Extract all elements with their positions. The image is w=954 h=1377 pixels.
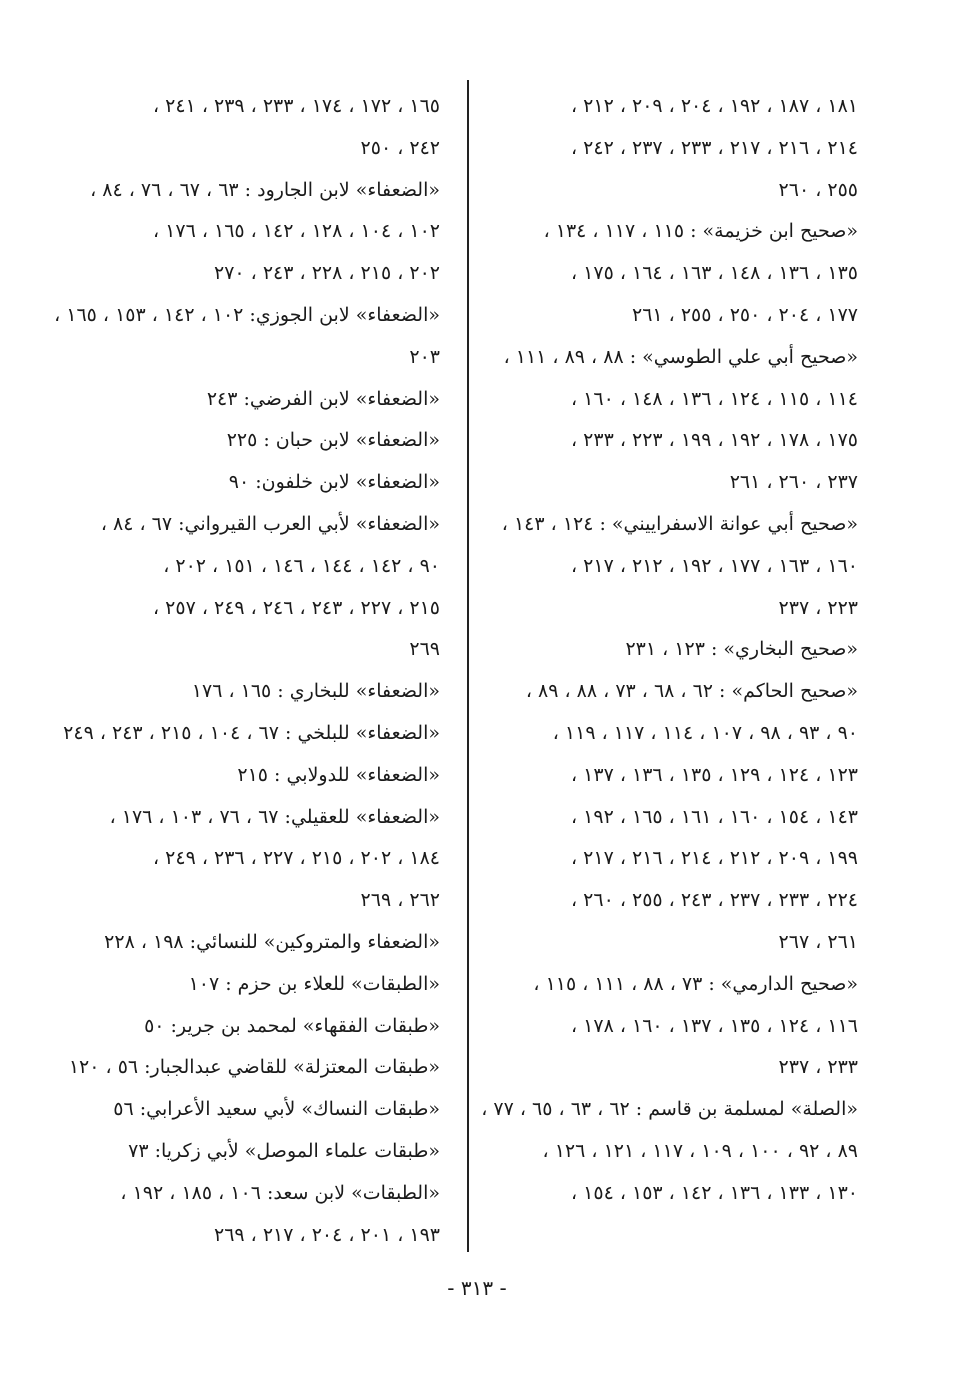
index-line: ١١٤ ، ١١٥ ، ١٢٤ ، ١٣٦ ، ١٤٨ ، ١٦٠ ، [570,387,858,410]
index-line: ٢٣٣ ، ٢٣٧ [778,1056,858,1079]
index-line: ٢١٥ ، ٢٢٧ ، ٢٤٣ ، ٢٤٦ ، ٢٤٩ ، ٢٥٧ ، [152,596,440,619]
index-line: ١٨٤ ، ٢٠٢ ، ٢١٥ ، ٢٢٧ ، ٢٣٦ ، ٢٤٩ ، [152,847,440,870]
index-line: ٢٢٤ ، ٢٣٣ ، ٢٣٧ ، ٢٤٣ ، ٢٥٥ ، ٢٦٠ ، [570,889,858,912]
index-line: ١١٦ ، ١٢٤ ، ١٣٥ ، ١٣٧ ، ١٦٠ ، ١٧٨ ، [570,1014,858,1037]
index-line: ٢٢٣ ، ٢٣٧ [778,596,858,619]
index-line: «الضعفاء» لابن الجوزي: ١٠٢ ، ١٤٢ ، ١٥٣ ، ١٦٥ ، [54,303,440,326]
index-line: ١٨١ ، ١٨٧ ، ١٩٢ ، ٢٠٤ ، ٢٠٩ ، ٢١٢ ، [570,95,858,117]
index-line: «الضعفاء والمتروكين» للنسائي: ١٩٨ ، ٢٢٨ [104,930,440,953]
index-line: «الضعفاء» لابن خلفون: ٩٠ [228,471,440,494]
index-line: «الضعفاء» للدولابي : ٢١٥ [237,763,440,786]
index-line: «طبقات النساك» لأبي سعيد الأعرابي: ٥٦ [113,1098,440,1121]
index-line: «الضعفاء» لأبي العرب القيرواني: ٦٧ ، ٨٤ ، [100,512,440,535]
index-line: ٩٠ ، ١٤٢ ، ١٤٤ ، ١٤٦ ، ١٥١ ، ٢٠٢ ، [163,554,440,577]
index-line: ٢٦٩ [409,638,440,661]
index-line: ٨٩ ، ٩٢ ، ١٠٠ ، ١٠٩ ، ١١٧ ، ١٢١ ، ١٢٦ ، [542,1139,858,1162]
index-line: «طبقات الفقهاء» لمحمد بن جرير: ٥٠ [144,1014,440,1037]
index-line: ٢٤٢ ، ٢٥٠ [360,136,440,159]
index-line: ٢٠٢ ، ٢١٥ ، ٢٢٨ ، ٢٤٣ ، ٢٧٠ [214,262,440,285]
index-line: ١٣٠ ، ١٣٣ ، ١٣٦ ، ١٤٢ ، ١٥٣ ، ١٥٤ ، [570,1181,858,1204]
index-line: «الضعفاء» لابن الجارود : ٦٣ ، ٦٧ ، ٧٦ ، ٨٤ ، [90,178,440,201]
index-line: ٩٠ ، ٩٣ ، ٩٨ ، ١٠٧ ، ١١٤ ، ١١٧ ، ١١٩ ، [552,721,858,744]
index-line: «طبقات علماء الموصل» لأبي زكريا: ٧٣ [128,1139,440,1162]
index-line: ١٠٢ ، ١٠٤ ، ١٢٨ ، ١٤٢ ، ١٦٥ ، ١٧٦ ، [152,220,440,243]
index-line: «الضعفاء» لابن حبان : ٢٢٥ [226,429,440,452]
index-line: «الصلة» لمسلمة بن قاسم : ٦٢ ، ٦٣ ، ٦٥ ، ٧٧ ، [481,1098,858,1121]
index-line: ٢٥٥ ، ٢٦٠ [778,178,858,201]
index-line: ١٣٥ ، ١٣٦ ، ١٤٨ ، ١٦٣ ، ١٦٤ ، ١٧٥ ، [570,262,858,285]
index-line: «صحيح أبي عوانة الاسفراييني» : ١٢٤ ، ١٤٣ ، [501,512,858,535]
index-line: ١٩٩ ، ٢٠٩ ، ٢١٢ ، ٢١٤ ، ٢١٦ ، ٢١٧ ، [570,847,858,870]
index-line: ٢٦٢ ، ٢٦٩ [360,889,440,912]
index-line: ١٦٥ ، ١٧٢ ، ١٧٤ ، ٢٣٣ ، ٢٣٩ ، ٢٤١ ، [152,95,440,117]
index-line: ١٦٠ ، ١٦٣ ، ١٧٧ ، ١٩٢ ، ٢١٢ ، ٢١٧ ، [570,554,858,577]
index-line: «صحيح الدارمي» : ٧٣ ، ٨٨ ، ١١١ ، ١١٥ ، [533,972,858,995]
index-line: ١٧٧ ، ٢٠٤ ، ٢٥٠ ، ٢٥٥ ، ٢٦١ [632,303,858,326]
column-divider [467,80,469,1252]
page-number: - ٣١٣ - [447,1276,507,1300]
index-line: ٢٦١ ، ٢٦٧ [778,930,858,953]
index-line: «الطبقات» لابن سعد: ١٠٦ ، ١٨٥ ، ١٩٢ ، [120,1181,440,1204]
index-line: ١٩٣ ، ٢٠١ ، ٢٠٤ ، ٢١٧ ، ٢٦٩ [214,1223,440,1246]
index-line: ١٤٣ ، ١٥٤ ، ١٦٠ ، ١٦١ ، ١٦٥ ، ١٩٢ ، [570,805,858,828]
index-line: «صحيح أبي علي الطوسي» : ٨٨ ، ٨٩ ، ١١١ ، [503,345,858,368]
index-line: «صحيح الحاكم» : ٦٢ ، ٦٨ ، ٧٣ ، ٨٨ ، ٨٩ ، [525,680,858,703]
index-line: ٢٣٧ ، ٢٦٠ ، ٢٦١ [729,471,858,494]
index-line: «الطبقات» للعلاء بن حزم : ١٠٧ [188,972,440,995]
index-line: «صحيح ابن خزيمة» : ١١٥ ، ١١٧ ، ١٣٤ ، [543,220,858,243]
index-line: ٢٠٣ [409,345,440,368]
index-column-left [54,86,440,1256]
index-line: «الضعفاء» للعقيلي: ٦٧ ، ٧٦ ، ١٠٣ ، ١٧٦ ، [109,805,440,828]
index-line: ٢١٤ ، ٢١٦ ، ٢١٧ ، ٢٣٣ ، ٢٣٧ ، ٢٤٢ ، [570,136,858,159]
index-line: «طبقات المعتزلة» للقاضي عبدالجبار: ٥٦ ، ١٢٠ [68,1056,440,1079]
index-line: «الضعفاء» للبلخي : ٦٧ ، ١٠٤ ، ٢١٥ ، ٢٤٣ ، ٢٤٩ [63,721,440,744]
index-line: «صحيح البخاري» : ١٢٣ ، ٢٣١ [625,638,858,661]
index-line: «الضعفاء» للبخاري : ١٦٥ ، ١٧٦ [191,680,440,703]
index-line: ١٧٥ ، ١٧٨ ، ١٩٢ ، ١٩٩ ، ٢٢٣ ، ٢٣٣ ، [570,429,858,452]
index-column-right [481,86,858,1215]
index-line: «الضعفاء» لابن الفرضي: ٢٤٣ [206,387,440,410]
index-line: ١٢٣ ، ١٢٤ ، ١٢٩ ، ١٣٥ ، ١٣٦ ، ١٣٧ ، [570,763,858,786]
